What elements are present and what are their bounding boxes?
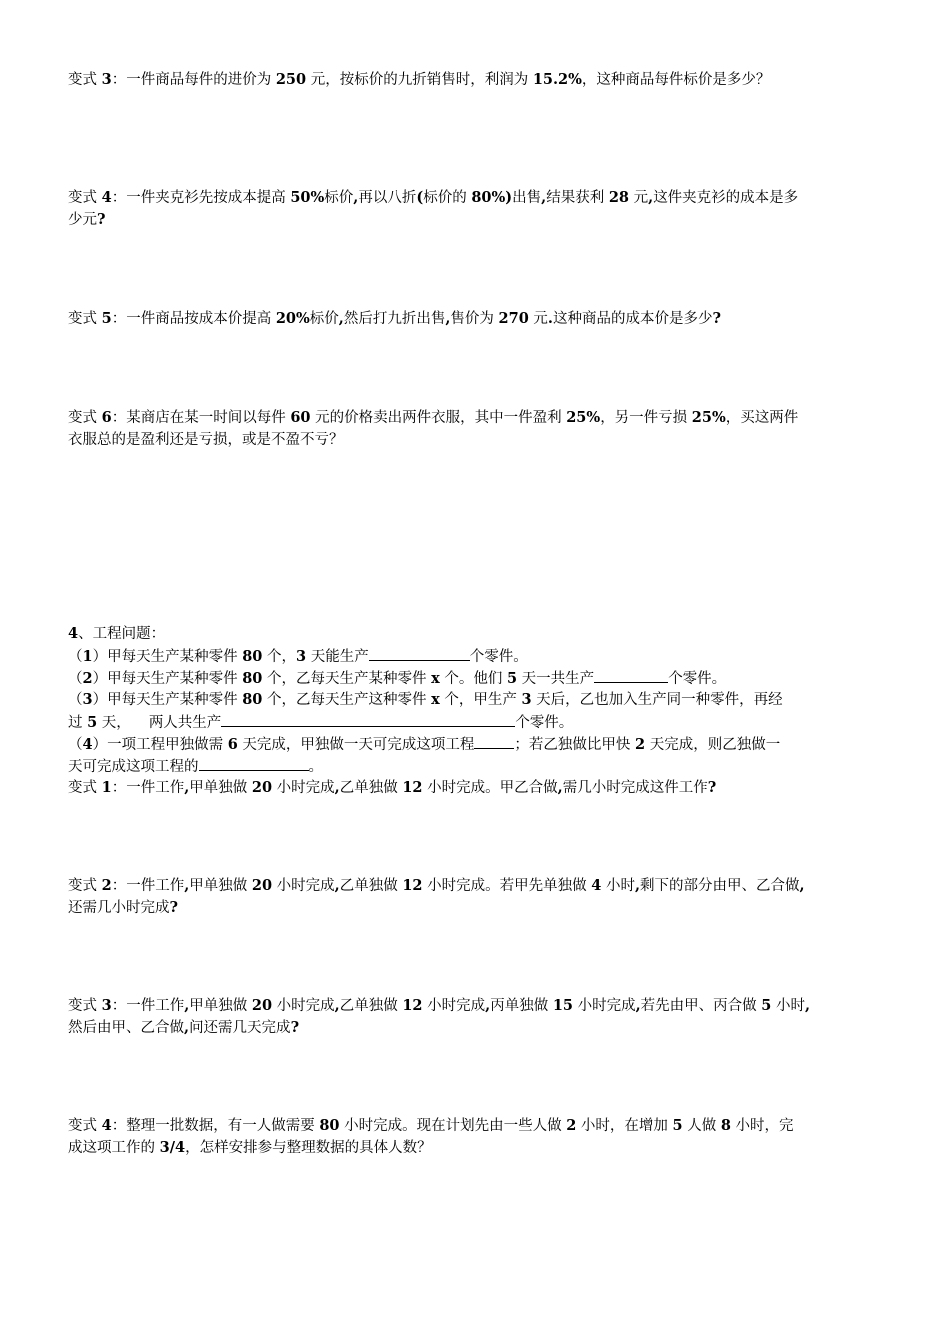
variant-6-clothes-question-line1: 变式 6：某商店在某一时间以每件 60 元的价格卖出两件衣服，其中一件盈利 25%，另一件亏损 25%，买这两件	[68, 409, 799, 426]
variant-5-cost-question: 变式 5：一件商品按成本价提高 20%标价,然后打九折出售,售价为 270 元.这种商品的成本价是多少?	[68, 310, 721, 327]
section-4-title: 4、工程问题：	[68, 625, 166, 642]
work-variant-3-question-line2: 然后由甲、乙合做,问还需几天完成?	[68, 1019, 300, 1036]
work-variant-1-question: 变式 1：一件工作,甲单独做 20 小时完成,乙单独做 12 小时完成。甲乙合做,需几小时完成这件工作?	[68, 779, 717, 796]
variant-4-jacket-question-line2: 少元?	[68, 211, 106, 228]
answer-blank[interactable]	[221, 712, 515, 727]
section-4-question-4-line1: （4）一项工程甲独做需 6 天完成，甲独做一天可完成这项工程 ；若乙独做比甲快 2 天完成，则乙独做一	[68, 736, 781, 753]
section-4-question-3-line1: （3）甲每天生产某种零件 80 个，乙每天生产这种零件 x 个，甲生产 3 天后，乙也加入生产同一种零件，再经	[68, 691, 783, 708]
work-variant-2-question-line2: 还需几小时完成?	[68, 899, 178, 916]
variant-4-jacket-question-line1: 变式 4：一件夹克衫先按成本提高 50%标价,再以八折(标价的 80%)出售,结果获利 28 元,这件夹克衫的成本是多	[68, 189, 799, 206]
section-4-question-3-line2: 过 5 天， 两人共生产 个零件。	[68, 714, 574, 731]
variant-6-clothes-question-line2: 衣服总的是盈利还是亏损，或是不盈不亏？	[68, 432, 344, 448]
work-variant-2-question-line1: 变式 2：一件工作,甲单独做 20 小时完成,乙单独做 12 小时完成。若甲先单独做 4 小时,剩下的部分由甲、乙合做,	[68, 877, 805, 894]
work-variant-3-question-line1: 变式 3：一件工作,甲单独做 20 小时完成,乙单独做 12 小时完成,丙单独做 15 小时完成,若先由甲、丙合做 5 小时,	[68, 997, 811, 1014]
answer-blank[interactable]	[199, 756, 309, 771]
answer-blank[interactable]	[474, 734, 514, 749]
work-variant-4-question-line1: 变式 4：整理一批数据，有一人做需要 80 小时完成。现在计划先由一些人做 2 小时，在增加 5 人做 8 小时，完	[68, 1117, 794, 1134]
section-4-question-1: （1）甲每天生产某种零件 80 个，3 天能生产 个零件。	[68, 648, 528, 665]
answer-blank[interactable]	[369, 646, 470, 661]
work-variant-4-question-line2: 成这项工作的 3/4，怎样安排参与整理数据的具体人数？	[68, 1139, 432, 1156]
section-4-question-4-line2: 天可完成这项工程的 。	[68, 756, 323, 777]
answer-blank[interactable]	[594, 668, 668, 683]
section-4-question-2: （2）甲每天生产某种零件 80 个，乙每天生产某种零件 x 个。他们 5 天一共生产 个零件。	[68, 670, 727, 687]
variant-3-discount-question: 变式 3：一件商品每件的进价为 250 元，按标价的九折销售时，利润为 15.2%，这种商品每件标价是多少？	[68, 71, 771, 88]
